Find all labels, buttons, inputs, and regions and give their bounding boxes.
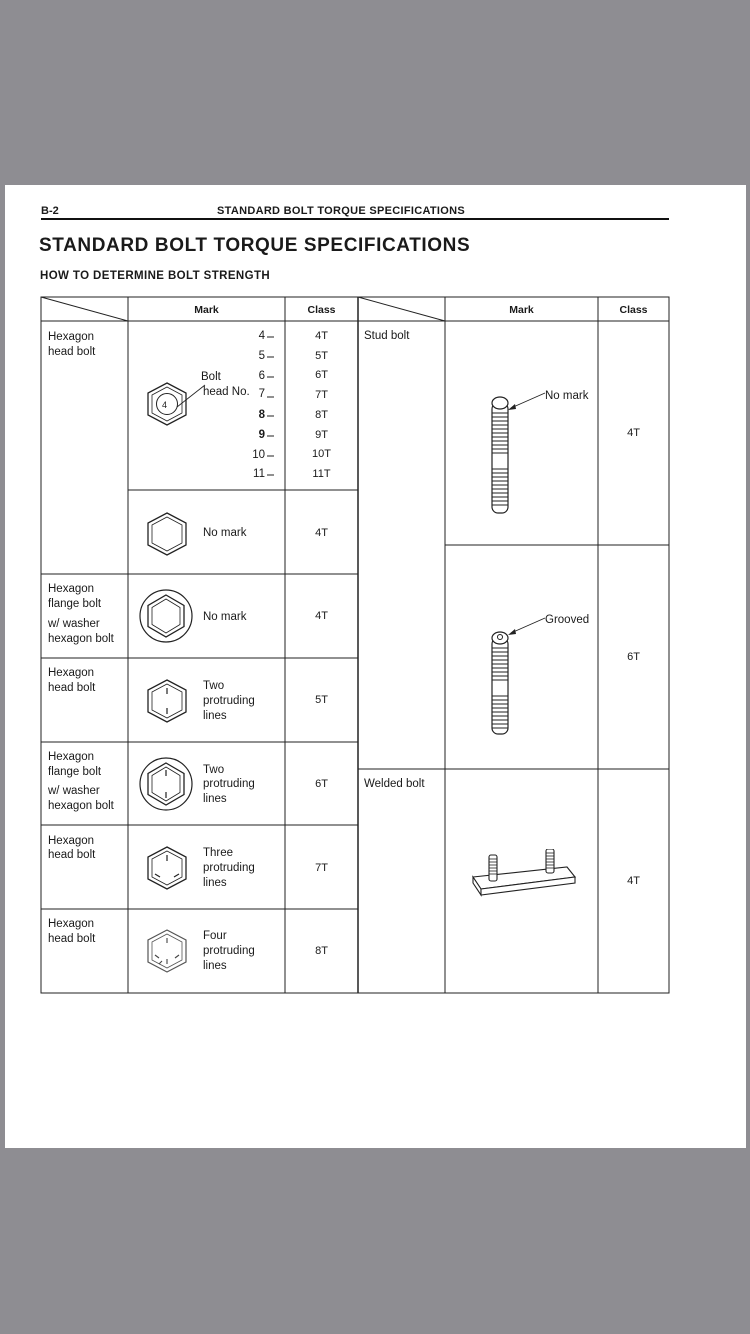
head-number: 5 [258, 350, 265, 362]
head-number: 11 [253, 468, 265, 480]
class-value: 9T [315, 429, 328, 441]
row7-mark-l1: Four [203, 930, 227, 942]
hex-bolt-two-lines-icon [145, 678, 189, 724]
class-value: 10T [312, 448, 331, 460]
class-value: 8T [315, 409, 328, 421]
row4-mark-l1: Two [203, 680, 225, 692]
row5-mark-l2: protruding [203, 778, 255, 790]
row5-mark-l1: Two [203, 764, 225, 776]
no-mark-leader-arrow [505, 390, 547, 412]
stud-b-mark: Grooved [545, 614, 590, 626]
class-value: 7T [315, 389, 328, 401]
header-mark-left: Mark [194, 304, 219, 316]
row6-type-l1: Hexagon [48, 835, 95, 847]
head-number: 10 [252, 449, 265, 461]
row4-mark-l3: lines [203, 710, 227, 722]
welded-bolt-type: Welded bolt [364, 778, 425, 790]
flange-bolt-two-lines-icon [138, 756, 194, 812]
row5-type-l3: w/ washer [48, 785, 100, 797]
class-value: 4T [315, 330, 328, 342]
row4-mark-l2: protruding [203, 695, 255, 707]
row6-type-l2: head bolt [48, 849, 96, 861]
head-number: 6 [258, 370, 265, 382]
row5-mark-l3: lines [203, 793, 227, 805]
row1-type: Hexagon head bolt [48, 331, 96, 358]
row2-mark: No mark [203, 527, 247, 539]
class-value: 11T [312, 468, 331, 480]
class-value: 5T [315, 350, 328, 362]
row4-class: 5T [315, 694, 328, 706]
bolt-label: Bolt [201, 371, 221, 383]
header-class-right: Class [619, 304, 648, 316]
row3-type-l2: flange bolt [48, 598, 102, 610]
row6-class: 7T [315, 862, 328, 874]
page-title: STANDARD BOLT TORQUE SPECIFICATIONS [39, 235, 471, 256]
head-number: 7 [258, 388, 265, 400]
running-title: STANDARD BOLT TORQUE SPECIFICATIONS [217, 205, 466, 217]
class-value: 6T [315, 369, 328, 381]
row3-type-l3: w/ washer [48, 618, 100, 630]
hex-bolt-three-lines-icon [145, 845, 189, 891]
row7-mark-l2: protruding [203, 945, 255, 957]
row7-type-l2: head bolt [48, 933, 96, 945]
stud-a-class: 4T [627, 427, 640, 439]
row3-mark: No mark [203, 611, 247, 623]
row3-type-l4: hexagon bolt [48, 633, 114, 645]
stud-a-mark: No mark [545, 390, 589, 402]
row7-type-l1: Hexagon [48, 918, 95, 930]
row5-type-l1: Hexagon [48, 751, 95, 763]
row6-mark-l2: protruding [203, 862, 255, 874]
row3-type-l1: Hexagon [48, 583, 95, 595]
row5-class: 6T [315, 778, 328, 790]
grooved-leader-arrow [505, 615, 547, 637]
head-number: 8 [258, 409, 265, 421]
header-mark-right: Mark [509, 304, 534, 316]
stud-b-class: 6T [627, 651, 640, 663]
head-number: 9 [258, 429, 265, 441]
row7-class: 8T [315, 945, 328, 957]
flange-bolt-plain-icon [138, 588, 194, 644]
hex-bolt-four-lines-icon [145, 928, 189, 974]
row7-mark-l3: lines [203, 960, 227, 972]
welded-bolt-icon [465, 849, 579, 913]
row2-class: 4T [315, 527, 328, 539]
hex-bolt-number-label: 4 [162, 400, 168, 410]
head-no-label: head No. [203, 386, 250, 398]
number-dashes [265, 325, 277, 485]
hex-bolt-plain-icon [145, 511, 189, 557]
stud-bolt-grooved-icon [485, 628, 515, 738]
document-page [5, 185, 746, 1148]
row6-mark-l3: lines [203, 877, 227, 889]
section-subtitle: HOW TO DETERMINE BOLT STRENGTH [40, 270, 271, 282]
row6-mark-l1: Three [203, 847, 234, 859]
header-class-left: Class [307, 304, 336, 316]
row4-type-l1: Hexagon [48, 667, 95, 679]
row3-class: 4T [315, 610, 328, 622]
row5-type-l2: flange bolt [48, 766, 102, 778]
head-number: 4 [258, 330, 265, 342]
welded-class: 4T [627, 875, 640, 887]
stud-bolt-type: Stud bolt [364, 330, 410, 342]
row5-type-l4: hexagon bolt [48, 800, 114, 812]
page-label: B-2 [41, 205, 59, 217]
row4-type-l2: head bolt [48, 682, 96, 694]
